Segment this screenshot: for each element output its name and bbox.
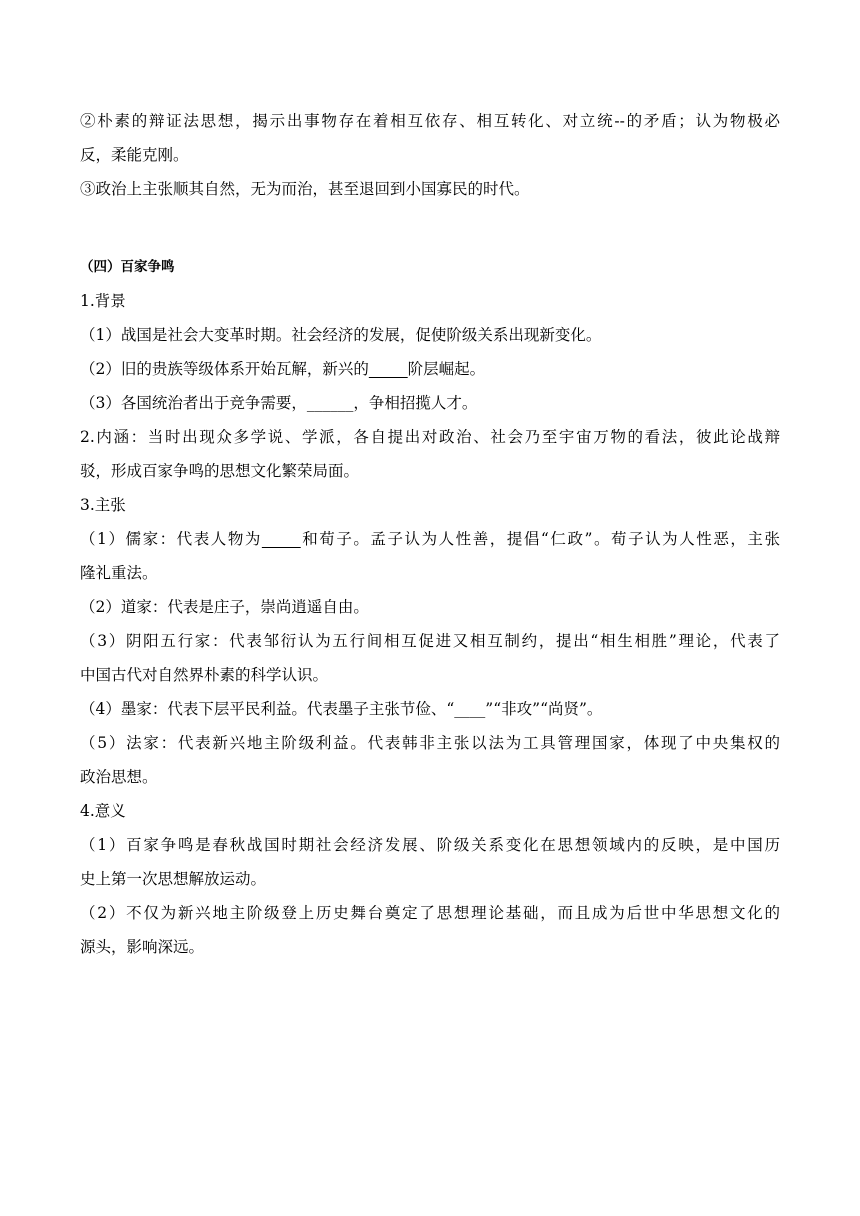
connotation-line: 2.内涵：当时出现众多学说、学派，各自提出对政治、社会乃至宇宙万物的看法，彼此论战辩: [80, 428, 780, 446]
list-item: （2）道家：代表是庄子，崇尚逍遥自由。: [80, 598, 369, 616]
list-item-continuation: 史上第一次思想解放运动。: [80, 870, 267, 888]
item-text: （1）儒家：代表人物为: [80, 530, 262, 548]
list-item: （5）法家：代表新兴地主阶级利益。代表韩非主张以法为工具管理国家，体现了中央集权的: [80, 734, 780, 752]
fill-blank: ______: [306, 394, 354, 412]
paragraph-line: 反，柔能克刚。: [80, 146, 189, 164]
connotation-line: 驳，形成百家争鸣的思想文化繁荣局面。: [80, 462, 360, 480]
list-item: （2）不仅为新兴地主阶级登上历史舞台奠定了思想理论基础，而且成为后世中华思想文化的: [80, 904, 780, 922]
background-heading: 1.背景: [80, 292, 126, 310]
section-title: （四）百家争鸣: [80, 259, 175, 275]
list-item: [80, 352, 780, 386]
item-text: ”“非攻”“尚贤”。: [485, 700, 603, 718]
fill-blank: _____: [368, 360, 408, 378]
item-text: ，争相招揽人才。: [353, 394, 478, 412]
politics-paragraph: ③政治上主张顺其自然，无为而治，甚至退回到小国寡民的时代。: [80, 180, 530, 198]
list-item: （3）阴阳五行家：代表邹衍认为五行间相互促进又相互制约，提出“相生相胜”理论，代表了: [80, 632, 780, 650]
claims-heading: 3.主张: [80, 496, 126, 514]
item-text: 阶层崛起。: [407, 360, 486, 378]
significance-heading: 4.意义: [80, 802, 126, 820]
list-item-continuation: 中国古代对自然界朴素的科学认识。: [80, 666, 329, 684]
dialectics-paragraph: [80, 104, 780, 206]
list-item-continuation: 政治思想。: [80, 768, 158, 786]
item-text: （2）旧的贵族等级体系开始瓦解，新兴的: [80, 360, 369, 378]
paragraph-line: ②朴素的辩证法思想，揭示出事物存在着相互依存、相互转化、对立统--的矛盾；认为物极必: [80, 112, 780, 130]
item-text: （4）墨家：代表下层平民利益。代表墨子主张节俭、“: [80, 700, 455, 718]
section-hundred-schools: [80, 250, 780, 964]
list-item: [80, 522, 780, 556]
list-item: （1）战国是社会大变革时期。社会经济的发展，促使阶级关系出现新变化。: [80, 326, 602, 344]
list-item-continuation: 隆礼重法。: [80, 564, 158, 582]
list-item-continuation: 源头，影响深远。: [80, 938, 205, 956]
list-item: [80, 692, 780, 726]
list-item: （1）百家争鸣是春秋战国时期社会经济发展、阶级关系变化在思想领域内的反映，是中国历: [80, 836, 780, 854]
item-text: （3）各国统治者出于竞争需要，: [80, 394, 307, 412]
item-text: 和荀子。孟子认为人性善，提倡“仁政”。荀子认为人性恶，主张: [300, 530, 780, 548]
list-item: [80, 386, 780, 420]
fill-blank: ____: [454, 700, 486, 718]
fill-blank: _____: [261, 530, 301, 548]
